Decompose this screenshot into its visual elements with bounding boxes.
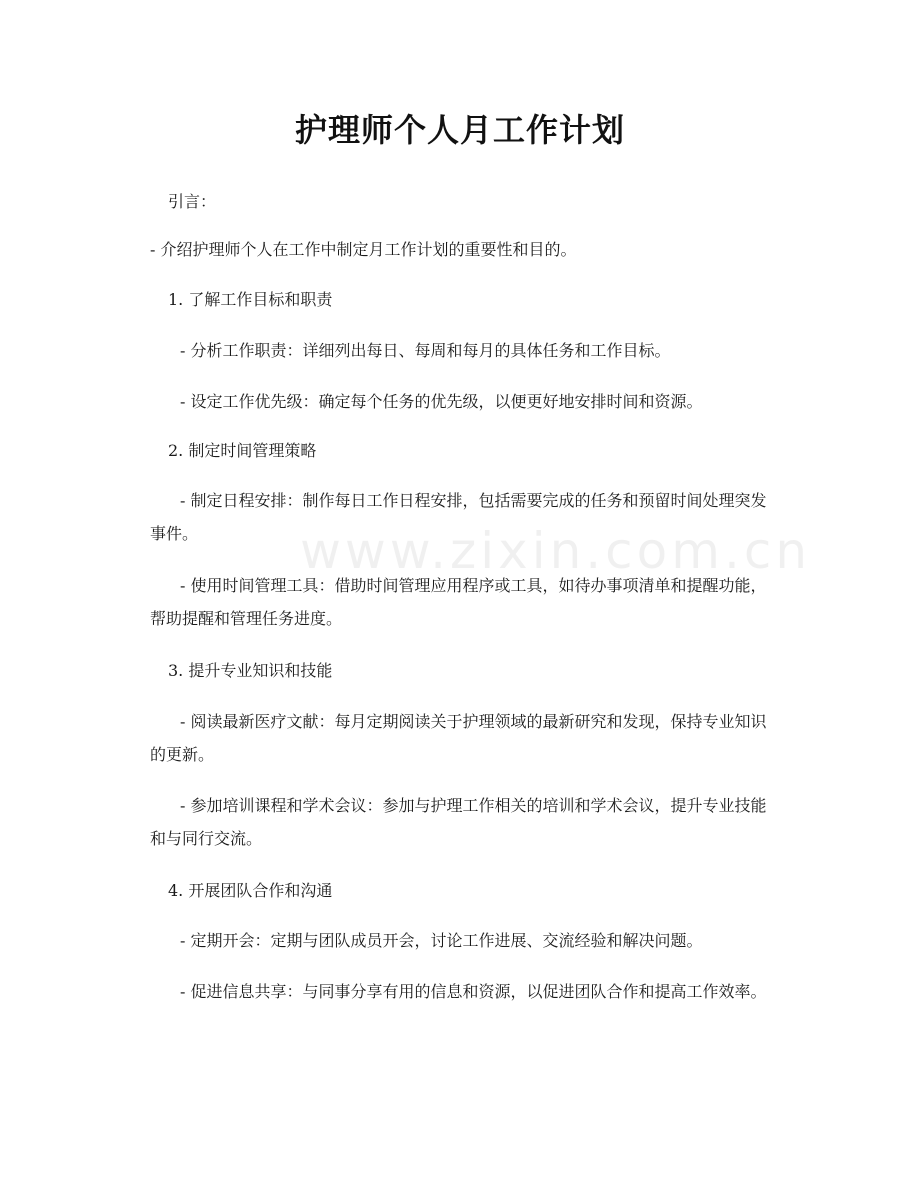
section-2-item-1: - 制定日程安排：制作每日工作日程安排，包括需要完成的任务和预留时间处理突发事件。 (150, 491, 767, 543)
section-3-item-2: - 参加培训课程和学术会议：参加与护理工作相关的培训和学术会议，提升专业技能和与同行交流。 (150, 796, 767, 848)
section-heading-2: 2. 制定时间管理策略 (168, 441, 317, 460)
section-4-item-2: - 促进信息共享：与同事分享有用的信息和资源，以促进团队合作和提高工作效率。 (180, 982, 767, 1001)
section-heading-1: 1. 了解工作目标和职责 (168, 290, 333, 309)
section-heading-3: 3. 提升专业知识和技能 (168, 661, 333, 680)
section-4-item-1: - 定期开会：定期与团队成员开会，讨论工作进展、交流经验和解决问题。 (180, 931, 703, 950)
section-heading-4: 4. 开展团队合作和沟通 (168, 881, 333, 900)
document-title: 护理师个人月工作计划 (294, 111, 625, 149)
intro-heading: 引言： (168, 192, 217, 211)
section-3-item-1: - 阅读最新医疗文献：每月定期阅读关于护理领域的最新研究和发现，保持专业知识的更新。 (150, 712, 767, 764)
section-1-item-1: - 分析工作职责：详细列出每日、每周和每月的具体任务和工作目标。 (180, 341, 671, 360)
watermark: www.zixin.com.cn (300, 522, 812, 580)
intro-text: - 介绍护理师个人在工作中制定月工作计划的重要性和目的。 (150, 240, 577, 259)
section-2-item-2: - 使用时间管理工具：借助时间管理应用程序或工具，如待办事项清单和提醒功能，帮助提醒和管理任务进度。 (150, 576, 767, 628)
section-1-item-2: - 设定工作优先级：确定每个任务的优先级，以便更好地安排时间和资源。 (180, 392, 703, 411)
